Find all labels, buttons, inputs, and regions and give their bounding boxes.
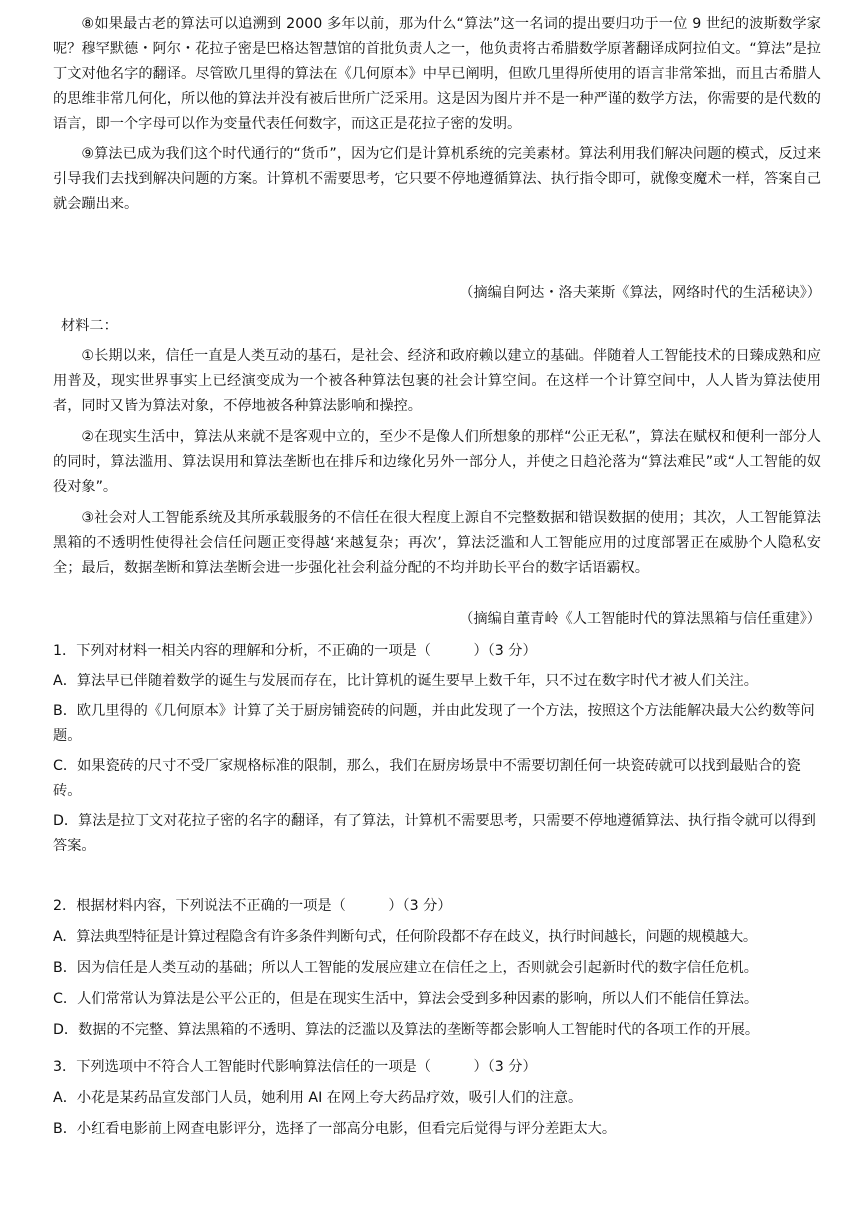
material1-source: （摘编自阿达・洛夫莱斯《算法，网络时代的生活秘诀》）: [459, 285, 821, 301]
option-b: B．因为信任是人类互动的基础；所以人工智能的发展应建立在信任之上，否则就会引起新时代的数字信任危机。: [53, 960, 758, 976]
paragraph-1: ①长期以来，信任一直是人类互动的基石，是社会、经济和政府赖以建立的基础。伴随着人工智能技术的日臻成熟和应用普及，现实世界事实上已经演变成为一个被各种算法包裹的社会计算空间。在这样一个计算空间中，人人皆为算法使用者，同时又皆为算法对象，不停地被各种算法影响和操控。: [53, 348, 821, 414]
option-b: B．小红看电影前上网查电影评分，选择了一部高分电影，但看完后觉得与评分差距太大。: [53, 1121, 617, 1137]
option-c: C．人们常常认为算法是公平公正的，但是在现实生活中，算法会受到多种因素的影响，所以人们不能信任算法。: [53, 991, 759, 1007]
option-d: D．数据的不完整、算法黑箱的不透明、算法的泛滥以及算法的垄断等都会影响人工智能时代的各项工作的开展。: [53, 1022, 760, 1038]
material1-section: [53, 12, 821, 217]
option-c: C．如果瓷砖的尺寸不受厂家规格标准的限制，那么，我们在厨房场景中不需要切割任何一块瓷砖就可以找到最贴合的瓷砖。: [53, 758, 801, 799]
option-b: B．欧几里得的《几何原本》计算了关于厨房铺瓷砖的问题，并由此发现了一个方法，按照这个方法能解决最大公约数等问题。: [53, 703, 815, 744]
question-1: [53, 639, 821, 859]
question-3: [53, 1055, 821, 1142]
material2-source: （摘编自董青岭《人工智能时代的算法黑箱与信任重建》）: [459, 611, 821, 627]
option-d: D．算法是拉丁文对花拉子密的名字的翻译，有了算法，计算机不需要思考，只需要不停地遵循算法、执行指令就可以得到答案。: [53, 813, 816, 854]
paragraph-2: ②在现实生活中，算法从来就不是客观中立的，至少不是像人们所想象的那样“公正无私”，算法在赋权和便利一部分人的同时，算法滥用、算法误用和算法垄断也在排斥和边缘化另外一部分人，并使之日趋沦落为“算法难民”或“人工智能的奴役对象”。: [53, 429, 821, 495]
question-2: [53, 894, 833, 1043]
option-a: A．算法早已伴随着数学的诞生与发展而存在，比计算机的诞生要早上数千年，只不过在数字时代才被人们关注。: [53, 673, 758, 689]
question-stem: 2．根据材料内容，下列说法不正确的一项是（ ）（3 分）: [53, 898, 452, 914]
material2-label: 材料二：: [61, 318, 118, 334]
option-a: A．小花是某药品宣发部门人员，她利用 AI 在网上夸大药品疗效，吸引人们的注意。: [53, 1090, 583, 1106]
paragraph-8: ⑧如果最古老的算法可以追溯到 2000 多年以前，那为什么“算法”这一名词的提出要归功于一位 9 世纪的波斯数学家呢？穆罕默德・阿尔・花拉子密是巴格达智慧馆的首批负责人之一，他负责将古希腊数学原著翻译成阿拉伯文。“算法”是拉丁文对他名字的翻译。尽管欧几里得的算法在《几何原本》中早已阐明，但欧几里得所使用的语言非常笨拙，而且古希腊人的思维非常几何化，所以他的算法并没有被后世所广泛采用。这是因为图片并不是一种严谨的数学方法，你需要的是代数的语言，即一个字母可以作为变量代表任何数字，而这正是花拉子密的发明。: [53, 16, 821, 132]
question-stem: 3．下列选项中不符合人工智能时代影响算法信任的一项是（ ）（3 分）: [53, 1059, 537, 1075]
question-stem: 1．下列对材料一相关内容的理解和分析，不正确的一项是（ ）（3 分）: [53, 643, 537, 659]
paragraph-3: ③社会对人工智能系统及其所承载服务的不信任在很大程度上源自不完整数据和错误数据的使用；其次，人工智能算法黑箱的不透明性使得社会信任问题正变得越‘来越复杂；再次’，算法泛滥和人工智能应用的过度部署正在威胁个人隐私安全；最后，数据垄断和算法垄断会进一步强化社会利益分配的不均并助长平台的数字话语霸权。: [53, 510, 821, 576]
paragraph-9: ⑨算法已成为我们这个时代通行的“货币”，因为它们是计算机系统的完美素材。算法利用我们解决问题的模式，反过来引导我们去找到解决问题的方案。计算机不需要思考，它只要不停地遵循算法、执行指令即可，就像变魔术一样，答案自己就会蹦出来。: [53, 146, 821, 212]
option-a: A．算法典型特征是计算过程隐含有许多条件判断句式，任何阶段都不存在歧义，执行时间越长，问题的规模越大。: [53, 929, 757, 945]
material2-section: [53, 344, 821, 581]
